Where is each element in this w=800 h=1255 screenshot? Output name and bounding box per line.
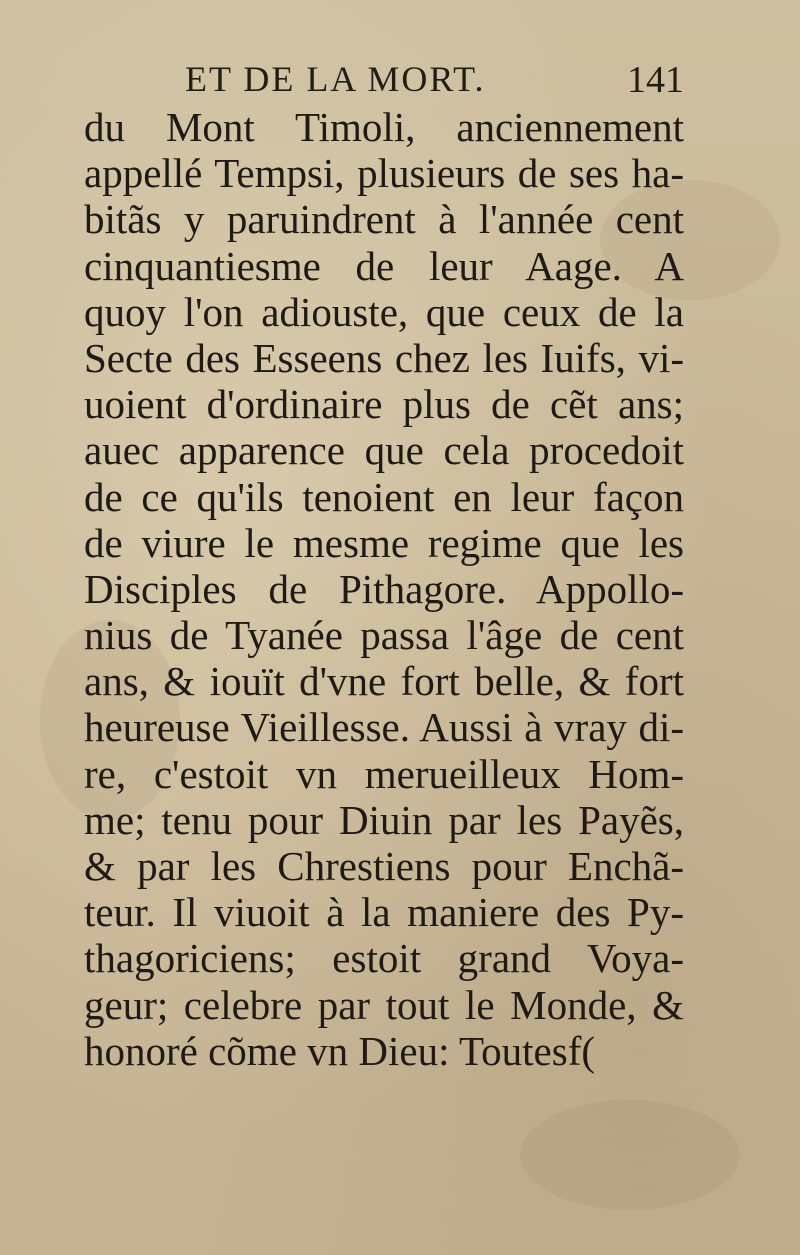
text-line: appellé Tempsi, plusieurs de ses ha- <box>84 150 684 197</box>
page-header <box>185 58 690 104</box>
text-line: du Mont Timoli, anciennement <box>84 104 684 150</box>
text-line: me; tenu pour Diuin par les Payẽs, <box>84 796 684 843</box>
text-line: bitãs y paruindrent à l'année cent <box>84 196 684 243</box>
text-line: uoient d'ordinaire plus de cẽt ans; <box>84 381 684 428</box>
text-line: Secte des Esseens chez les Iuifs, vi- <box>84 334 684 381</box>
text-line: de ce qu'ils tenoient en leur façon <box>84 473 684 520</box>
text-line: ans, & iouït d'vne fort belle, & fort <box>84 658 684 705</box>
text-line: geur; celebre par tout le Monde, & <box>84 981 684 1028</box>
running-head: ET DE LA MORT. <box>185 59 486 99</box>
paper-stain <box>520 1100 740 1210</box>
text-line: honoré cõme vn Dieu: Toutesf( <box>84 1027 596 1074</box>
text-line: thagoriciens; estoit grand Voya- <box>84 935 684 982</box>
text-line: nius de Tyanée passa l'âge de cent <box>84 612 684 659</box>
text-line: heureuse Vieillesse. Aussi à vray di- <box>84 704 684 751</box>
text-line: de viure le mesme regime que les <box>84 519 684 566</box>
text-line: quoy l'on adiouste, que ceux de la <box>84 288 684 335</box>
body-text <box>84 104 684 1074</box>
text-line: auec apparence que cela procedoit <box>84 427 684 474</box>
text-line: Disciples de Pithagore. Appollo- <box>84 565 684 612</box>
text-line: teur. Il viuoit à la maniere des Py- <box>84 889 684 936</box>
text-line: & par les Chrestiens pour Enchã- <box>84 843 684 889</box>
page-number: 141 <box>627 59 684 101</box>
text-line: cinquantiesme de leur Aage. A <box>84 242 684 289</box>
text-line: re, c'estoit vn merueilleux Hom- <box>84 750 684 797</box>
